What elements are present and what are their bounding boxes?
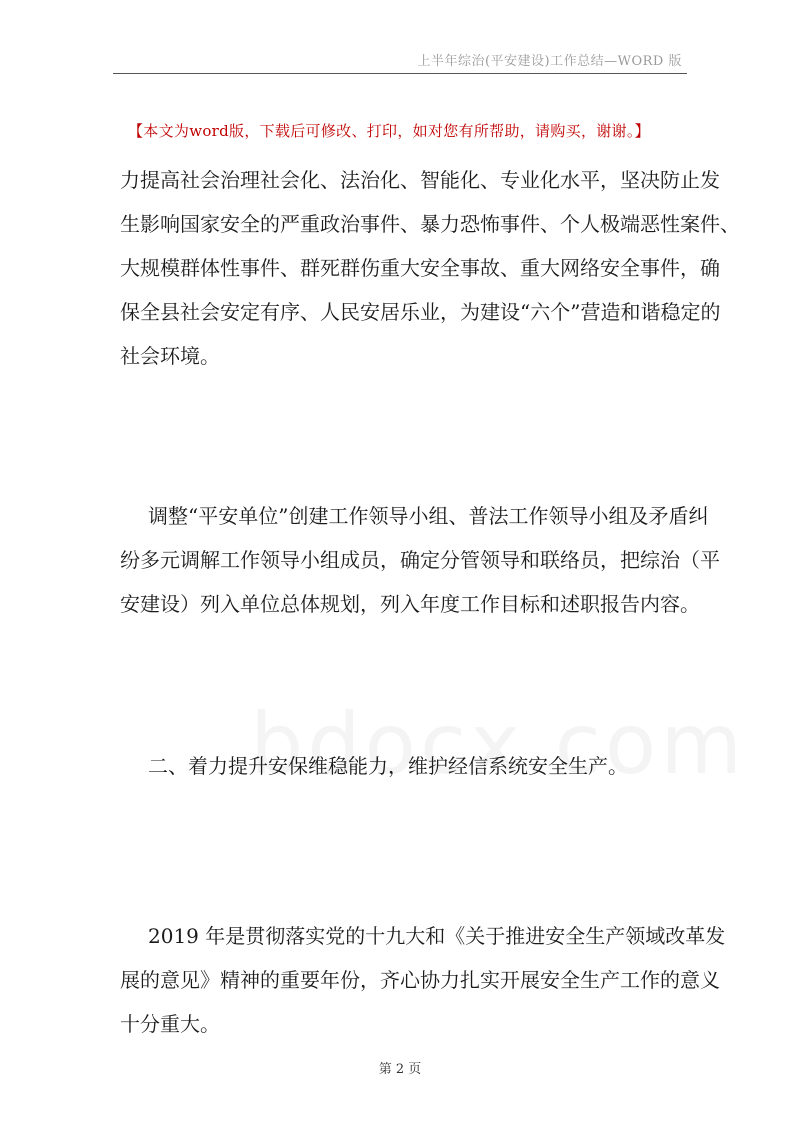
text-line: 2019 年是贯彻落实党的十九大和《关于推进安全生产领域改革发 — [148, 924, 726, 948]
text-line: 调整“平安单位”创建工作领导小组、普法工作领导小组及矛盾纠 — [148, 504, 709, 528]
text-line: 安建设）列入单位总体规划，列入年度工作目标和述职报告内容。 — [120, 592, 700, 616]
text-line: 力提高社会治理社会化、法治化、智能化、专业化水平，坚决防止发 — [120, 168, 720, 192]
download-notice: 【本文为word版，下载后可修改、打印，如对您有所帮助，请购买，谢谢。】 — [128, 122, 650, 140]
text-line: 大规模群体性事件、群死群伤重大安全事故、重大网络安全事件，确 — [120, 256, 720, 280]
text-line: 展的意见》精神的重要年份，齐心协力扎实开展安全生产工作的意义 — [120, 968, 720, 992]
header-title: 上半年综治(平安建设)工作总结—WORD 版 — [417, 54, 682, 69]
paragraph-1 — [120, 158, 740, 378]
page-number: 第 2 页 — [378, 1062, 422, 1077]
text-line: 保全县社会安定有序、人民安居乐业，为建设“六个”营造和谐稳定的 — [120, 300, 721, 324]
heading-line: 二、着力提升安保维稳能力，维护经信系统安全生产。 — [148, 754, 628, 778]
text-line: 生影响国家安全的严重政治事件、暴力恐怖事件、个人极端恶性案件、 — [120, 212, 740, 236]
paragraph-3 — [120, 914, 726, 1046]
header-divider — [113, 73, 687, 74]
paragraph-2 — [120, 494, 720, 626]
text-line: 社会环境。 — [120, 344, 220, 368]
section-heading — [120, 744, 685, 788]
text-line: 纷多元调解工作领导小组成员，确定分管领导和联络员，把综治（平 — [120, 548, 720, 572]
text-line: 十分重大。 — [120, 1012, 220, 1036]
